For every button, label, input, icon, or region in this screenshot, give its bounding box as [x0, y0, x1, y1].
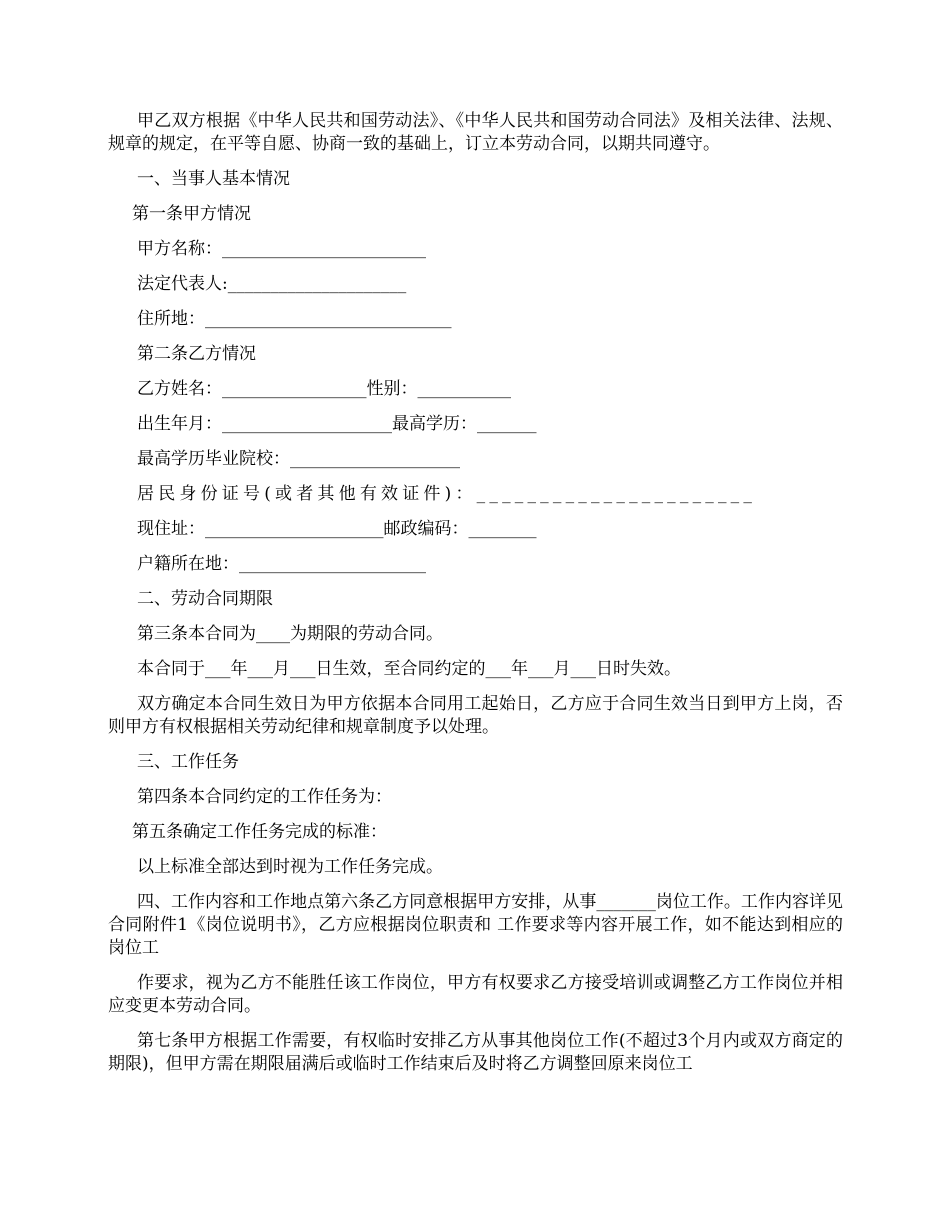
household-registration-line: 户籍所在地：______________________	[137, 554, 426, 574]
party-a-address-line: 住所地：_____________________________	[137, 309, 452, 329]
legal-representative-line: 法定代表人:_____________________	[137, 274, 407, 294]
birth-education-line: 出生年月：____________________最高学历：_______	[137, 414, 537, 434]
section-heading-tasks: 三、工作任务	[137, 752, 239, 772]
work-requirement-paragraph: 作要求，视为乙方不能胜任该工作岗位，甲方有权要求乙方接受培训或调整乙方工作岗位并相应变更本劳动合同。	[108, 973, 843, 1016]
task-complete-line: 以上标准全部达到时视为工作任务完成。	[137, 857, 443, 877]
article-3-line: 第三条本合同为____为期限的劳动合同。	[137, 624, 443, 644]
effective-dates-line: 本合同于___年___月___日生效，至合同约定的___年___月___日时失效。	[137, 659, 681, 679]
article-5-line: 第五条确定工作任务完成的标准：	[132, 822, 387, 842]
id-number-line: 居民身份证号(或者其他有效证件)：______________________	[137, 484, 757, 504]
work-content-paragraph: 四、工作内容和工作地点第六条乙方同意根据甲方安排，从事_______岗位工作。工作内容详见合同附件1《岗位说明书》，乙方应根据岗位职责和 工作要求等内容开展工作，如不能达到相应的岗位工	[108, 892, 843, 958]
section-heading-term: 二、劳动合同期限	[137, 589, 273, 609]
start-date-paragraph: 双方确定本合同生效日为甲方依据本合同用工起始日，乙方应于合同生效当日到甲方上岗，否则甲方有权根据相关劳动纪律和规章制度予以处理。	[108, 694, 843, 737]
contract-document	[108, 110, 843, 1088]
article-7-paragraph: 第七条甲方根据工作需要，有权临时安排乙方从事其他岗位工作(不超过3个月内或双方商定的期限)，但甲方需在期限届满后或临时工作结束后及时将乙方调整回原来岗位工	[108, 1031, 843, 1074]
current-address-postcode-line: 现住址：_____________________邮政编码：________	[137, 519, 537, 539]
party-b-name-gender-line: 乙方姓名：_________________性别：___________	[137, 379, 511, 399]
party-a-name-line: 甲方名称：________________________	[137, 239, 426, 259]
article-1-heading: 第一条甲方情况	[132, 204, 251, 224]
section-heading-parties: 一、当事人基本情况	[137, 169, 290, 189]
preamble-paragraph: 甲乙双方根据《中华人民共和国劳动法》、《中华人民共和国劳动合同法》及相关法律、法规、规章的规定，在平等自愿、协商一致的基础上，订立本劳动合同，以期共同遵守。	[108, 111, 843, 154]
article-4-line: 第四条本合同约定的工作任务为：	[137, 787, 392, 807]
graduate-school-line: 最高学历毕业院校：____________________	[137, 449, 460, 469]
article-2-heading: 第二条乙方情况	[137, 344, 256, 364]
